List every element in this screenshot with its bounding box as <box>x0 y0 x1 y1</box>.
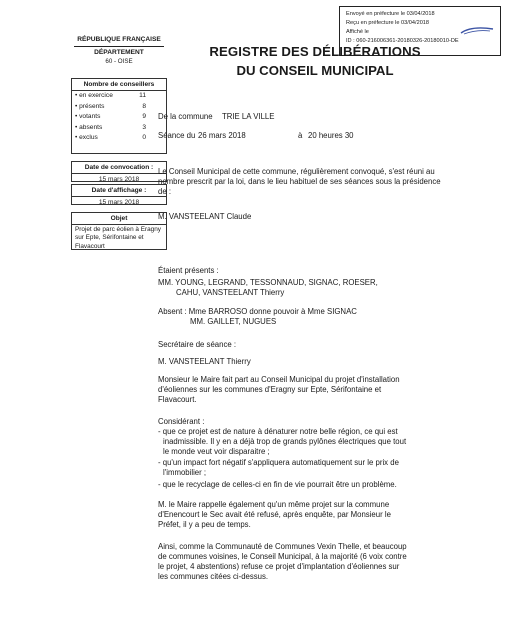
count-row: • votants 9 <box>75 113 146 121</box>
body-line: M. le Maire rappelle également qu'un même projet sur la commune <box>158 500 390 509</box>
subject-label: Objet <box>72 213 166 225</box>
body-line: - qu'un impact fort négatif s'appliquera automatiquement sur le prix de <box>158 458 399 467</box>
secretary-name: M. VANSTEELANT Thierry <box>158 357 251 366</box>
body-line: le monde veut voir disparaitre ; <box>163 447 270 456</box>
count-row: • exclus 0 <box>75 134 146 142</box>
department-code: 60 - OISE <box>105 58 133 65</box>
secretary-label: Secrétaire de séance : <box>158 340 237 349</box>
body-line: - que ce projet est de nature à dénaturer notre belle région, ce qui est <box>158 427 398 436</box>
session-date: 26 mars 2018 <box>198 131 246 140</box>
body-line: l'immobilier ; <box>163 468 207 477</box>
posting-date: 15 mars 2018 <box>98 199 140 206</box>
commune-label: De la commune <box>158 112 213 121</box>
body-line: d'Enencourt le Sec avait été refusé, après enquête, par Monsieur le <box>158 510 391 519</box>
count-row: • absents 3 <box>75 123 146 131</box>
body-line: de communes voisines, le Conseil Municipal, à la majorité (6 voix contre <box>158 552 407 561</box>
count-row: • présents 8 <box>75 102 146 110</box>
convocation-label: Date de convocation : <box>72 162 166 174</box>
convocation-date-box <box>71 161 167 182</box>
commune-name: TRIE LA VILLE <box>222 112 275 121</box>
posting-label: Date d'affichage : <box>72 185 166 197</box>
attendees-line: CAHU, VANSTEELANT Thierry <box>176 288 285 297</box>
session-time: 20 heures 30 <box>308 131 354 140</box>
attendees-label: Étaient présents : <box>158 266 219 275</box>
body-line: Flavacourt. <box>158 395 197 404</box>
body-line: - que le recyclage de celles-ci en fin de vie pourrait être un problème. <box>158 480 397 489</box>
body-line: inadmissible. Il y en a déjà trop de grands pylônes électriques que tout <box>163 437 407 446</box>
absent-line: MM. GAILLET, NUGUES <box>190 317 277 326</box>
stamp-received-date: Reçu en préfecture le 03/04/2018 <box>346 20 430 26</box>
attendees-line: MM. YOUNG, LEGRAND, TESSONNAUD, SIGNAC, ROESER, <box>158 278 378 287</box>
body-line: Monsieur le Maire fait part au Conseil Municipal du projet d'installation <box>158 375 400 384</box>
count-row: • en exercice 11 <box>75 92 146 99</box>
stamp-posted: Affiché le <box>346 29 369 35</box>
subject-text: Projet de parc éolien à Eragny sur Epte, Sérifontaine et Flavacourt <box>75 226 161 250</box>
councillor-count-box <box>71 78 167 154</box>
considering-label: Considérant : <box>158 417 205 426</box>
stamp-sent-date: Envoyé en préfecture le 03/04/2018 <box>346 11 435 17</box>
body-line: Préfet, il y a peu de temps. <box>158 520 251 529</box>
president-name: M. VANSTEELANT Claude <box>158 212 252 221</box>
header-divider <box>74 46 164 47</box>
body-line: d'éoliennes sur les communes d'Eragny sur Epte, Sérifontaine et <box>158 385 382 394</box>
subject-box <box>71 212 167 250</box>
page-subtitle: DU CONSEIL MUNICIPAL <box>236 63 394 78</box>
intro-paragraph: Le Conseil Municipal de cette commune, régulièrement convoqué, s'est réuni au nombre prescrit par la loi, dans le lieu habituel de ses séances sous la présidence de : <box>158 167 441 196</box>
department-label: DÉPARTEMENT <box>94 49 144 56</box>
convocation-date: 15 mars 2018 <box>98 176 140 183</box>
posting-date-box <box>71 184 167 205</box>
councillor-count-heading: Nombre de conseillers <box>72 79 166 91</box>
body-line: le projet, 4 abstentions) refuse ce projet d'implantation d'éoliennes sur <box>158 562 400 571</box>
session-label: Séance du <box>158 131 196 140</box>
absent-line: Absent : Mme BARROSO donne pouvoir à Mme SIGNAC <box>158 307 357 316</box>
page-title: REGISTRE DES DÉLIBÉRATIONS <box>209 44 421 59</box>
body-line: les communes citées ci-dessus. <box>158 572 269 581</box>
session-time-prefix: à <box>298 131 303 140</box>
stamp-id: ID : 060-216006361-20180326-20180010-DE <box>346 38 459 44</box>
body-line: Ainsi, comme la Communauté de Communes Vexin Thelle, et beaucoup <box>158 542 407 551</box>
slow-logo-icon <box>460 26 494 36</box>
republic-heading: RÉPUBLIQUE FRANÇAISE <box>77 36 161 43</box>
